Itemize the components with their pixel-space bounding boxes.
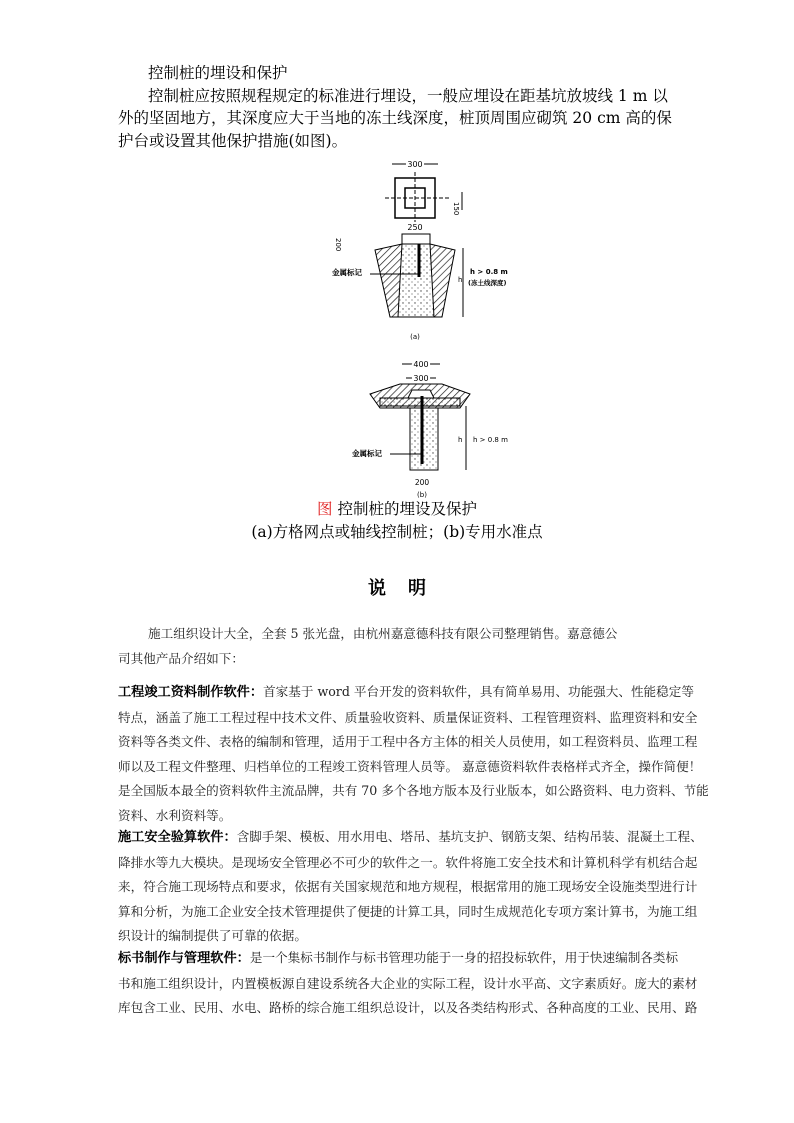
text-line: 资料、水利资料等。	[118, 807, 232, 823]
figure-a-section	[332, 234, 508, 341]
caption-prefix: 图	[317, 500, 333, 518]
dim-label: 150	[452, 202, 460, 216]
dim-label: (冻土线深度)	[468, 279, 507, 287]
text-line: 库包含工业、民用、水电、路桥的综合施工组织总设计，以及各类结构形式、各种高度的工业、民用、路	[118, 1000, 698, 1016]
caption-text: 控制桩的埋设及保护	[337, 500, 477, 518]
dim-label: h > 0.8 m	[473, 436, 508, 444]
dim-label: h	[458, 276, 463, 284]
metal-mark-label: 金属标记	[352, 449, 382, 458]
text-line: 来，符合施工现场特点和要求，依据有关国家规范和地方规程，根据常用的施工现场安全设施类型进行计	[118, 879, 698, 895]
section-completion-software	[118, 680, 709, 829]
text-line: 特点，涵盖了施工工程过程中技术文件、质量验收资料、质量保证资料、工程管理资料、监理资料和安全	[118, 709, 698, 725]
dim-label: 300	[407, 160, 423, 169]
section-heading: 施工安全验算软件：	[118, 830, 237, 845]
subfigure-label: (a)	[410, 333, 420, 341]
text-line: 是全国版本最全的资料软件主流品牌，共有 70 多个各地方版本及行业版本，如公路资料、电力资料、节能	[118, 783, 709, 799]
dim-label: h > 0.8 m	[470, 268, 508, 276]
figure-caption-sub: (a)方格网点或轴线控制桩；(b)专用水准点	[251, 523, 543, 541]
section-heading: 标书制作与管理软件：	[118, 951, 250, 966]
text-line: 师以及工程文件整理、归档单位的工程竣工资料管理人员等。 嘉意德资料软件表格样式齐全，操作简便！	[118, 758, 702, 774]
text-line: 降排水等九大模块。是现场安全管理必不可少的软件之一。软件将施工安全技术和计算机科学有机结合起	[118, 854, 698, 870]
text-line: 施工组织设计大全，全套 5 张光盘，由杭州嘉意德科技有限公司整理销售。嘉意德公	[148, 626, 618, 641]
control-pile-figure	[330, 152, 510, 500]
section-heading: 控制桩的埋设和保护	[148, 64, 288, 82]
dim-label: 250	[407, 223, 423, 232]
dim-label: h	[458, 436, 463, 444]
dim-label: 200	[334, 238, 342, 252]
text-line: 算和分析，为施工企业安全技术管理提供了便捷的计算工具，同时生成规范化专项方案计算书，为施工组	[118, 903, 698, 919]
section-bid-software	[118, 946, 698, 1021]
text-line: 司其他产品介绍如下：	[118, 650, 244, 666]
text-line: 织设计的编制提供了可靠的依据。	[118, 928, 307, 944]
figure-caption	[0, 498, 794, 520]
figure-a-plan	[385, 160, 462, 232]
intro-paragraph	[118, 62, 678, 152]
text-line: 是一个集标书制作与标书管理功能于一身的招投标软件，用于快速编制各类标	[249, 950, 679, 965]
dim-label: 200	[414, 478, 430, 487]
text-line: 含脚手架、模板、用水用电、塔吊、基坑支护、钢筋支架、结构吊装、混凝土工程、	[236, 829, 703, 844]
text-line: 书和施工组织设计，内置模板源自建设系统各大企业的实际工程，设计水平高、文字素质好。庞大的素材	[118, 975, 698, 991]
text-line: 首家基于 word 平台开发的资料软件，具有简单易用、功能强大、性能稳定等	[263, 684, 694, 699]
subfigure-label: (b)	[417, 491, 427, 499]
text-line: 资料等各类文件、表格的编制和管理，适用于工程中各方主体的相关人员使用，如工程资料员、监理工程	[118, 734, 698, 750]
metal-mark-label: 金属标记	[332, 268, 362, 277]
section-safety-software	[118, 825, 703, 949]
figure-b-section	[352, 360, 508, 499]
section-heading: 工程竣工资料制作软件：	[118, 685, 264, 700]
text-line: 控制桩应按照规程规定的标准进行埋设，一般应埋设在距基坑放坡线 1 m 以	[148, 86, 668, 105]
notice-intro	[118, 622, 678, 671]
text-line: 外的坚固地方，其深度应大于当地的冻土线深度，桩顶周围应砌筑 20 cm 高的保	[118, 109, 672, 128]
notice-title: 说明	[368, 578, 448, 599]
dim-label: 300	[413, 374, 429, 383]
text-line: 护台或设置其他保护措施(如图)。	[118, 131, 348, 150]
dim-label: 400	[413, 360, 429, 369]
